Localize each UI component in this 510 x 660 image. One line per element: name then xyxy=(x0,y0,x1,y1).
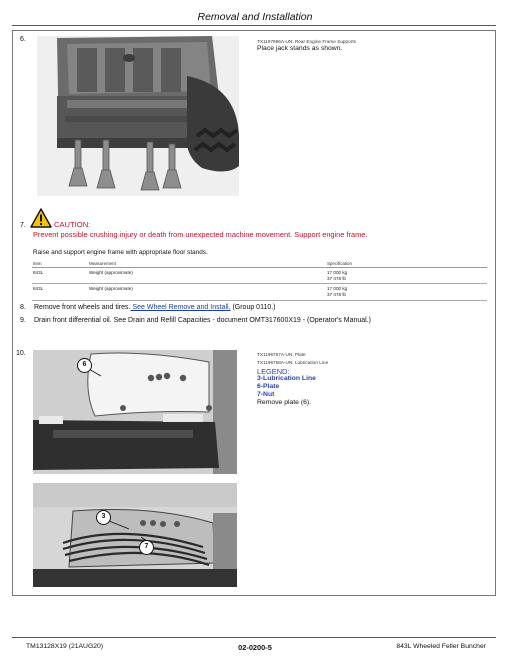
step-7-number: 7. xyxy=(20,222,26,229)
step-10-caption-lubrication: TX1196758A-UN: Lubrication Line xyxy=(257,360,329,365)
step-10-number: 10. xyxy=(16,350,26,357)
spec-kg: 17 000 kg xyxy=(327,269,348,275)
legend-item: 7-Nut xyxy=(257,391,275,398)
spec-lb: 37 478 lb xyxy=(327,275,346,281)
wheel-remove-install-link[interactable]: See Wheel Remove and Install. xyxy=(130,304,231,311)
step-8-number: 8. xyxy=(20,304,26,311)
step-6-instruction: Place jack stands as shown. xyxy=(257,45,343,52)
cell-specification xyxy=(326,268,487,284)
jack-stands-photo xyxy=(37,36,239,196)
footer-page-number: 02-0200-5 xyxy=(238,643,272,652)
step-6-caption: TX1197996A-UN: Rear Engine Frame Supports xyxy=(257,39,356,44)
step-9-number: 9. xyxy=(20,317,26,324)
step-9-text: Drain front differential oil. See Drain and Refill Capacities - document OMT317600X19 - (Operator's Manual.) xyxy=(34,317,371,324)
step-8-group: (Group 0110.) xyxy=(230,304,276,311)
table-row xyxy=(32,284,487,300)
step-7-intro: Raise and support engine frame with appropriate floor stands. xyxy=(33,249,208,256)
footer-rule xyxy=(12,637,496,638)
page-header-title: Removal and Installation xyxy=(197,11,313,23)
step-9 xyxy=(20,317,371,324)
spec-kg: 17 000 kg xyxy=(327,285,348,291)
col-header-specification: Specification xyxy=(326,260,487,268)
callout-3: 3 xyxy=(96,510,111,525)
spec-lb: 37 478 lb xyxy=(327,292,346,298)
cell-specification xyxy=(326,284,487,300)
legend-item: 6-Plate xyxy=(257,383,280,390)
lubrication-line-photo xyxy=(33,483,237,587)
legend-item: 3-Lubrication Line xyxy=(257,375,316,382)
step-8-text: Remove front wheels and tires. xyxy=(34,304,131,311)
cell-item: 843L xyxy=(32,268,88,284)
header-rule xyxy=(12,25,496,26)
footer-document-id: TM13128X19 (21AUG20) xyxy=(26,643,104,650)
footer-machine-name: 843L Wheeled Feller Buncher xyxy=(396,643,486,650)
col-header-item: Item xyxy=(32,260,88,268)
cell-measurement: Weight (approximate) xyxy=(88,268,326,284)
table-row xyxy=(32,268,487,284)
cell-measurement: Weight (approximate) xyxy=(88,284,326,300)
table-header-row xyxy=(32,260,487,268)
legend-title: LEGEND: xyxy=(257,367,290,376)
callout-7: 7 xyxy=(139,540,154,555)
cell-item: 843L xyxy=(32,284,88,300)
step-8 xyxy=(20,304,276,311)
callout-6: 6 xyxy=(77,358,92,373)
col-header-measurement: Measurement xyxy=(88,260,326,268)
caution-label: CAUTION: xyxy=(54,220,91,229)
step-6-number: 6. xyxy=(20,36,26,43)
step-10-caption-plate: TX1196757A-UN: Plate xyxy=(257,352,306,357)
caution-text: Prevent possible crushing injury or death from unexpected machine movement. Support engine frame. xyxy=(33,230,368,239)
specification-table xyxy=(32,260,487,301)
plate-photo xyxy=(33,350,237,474)
step-10-instruction: Remove plate (6). xyxy=(257,399,312,406)
